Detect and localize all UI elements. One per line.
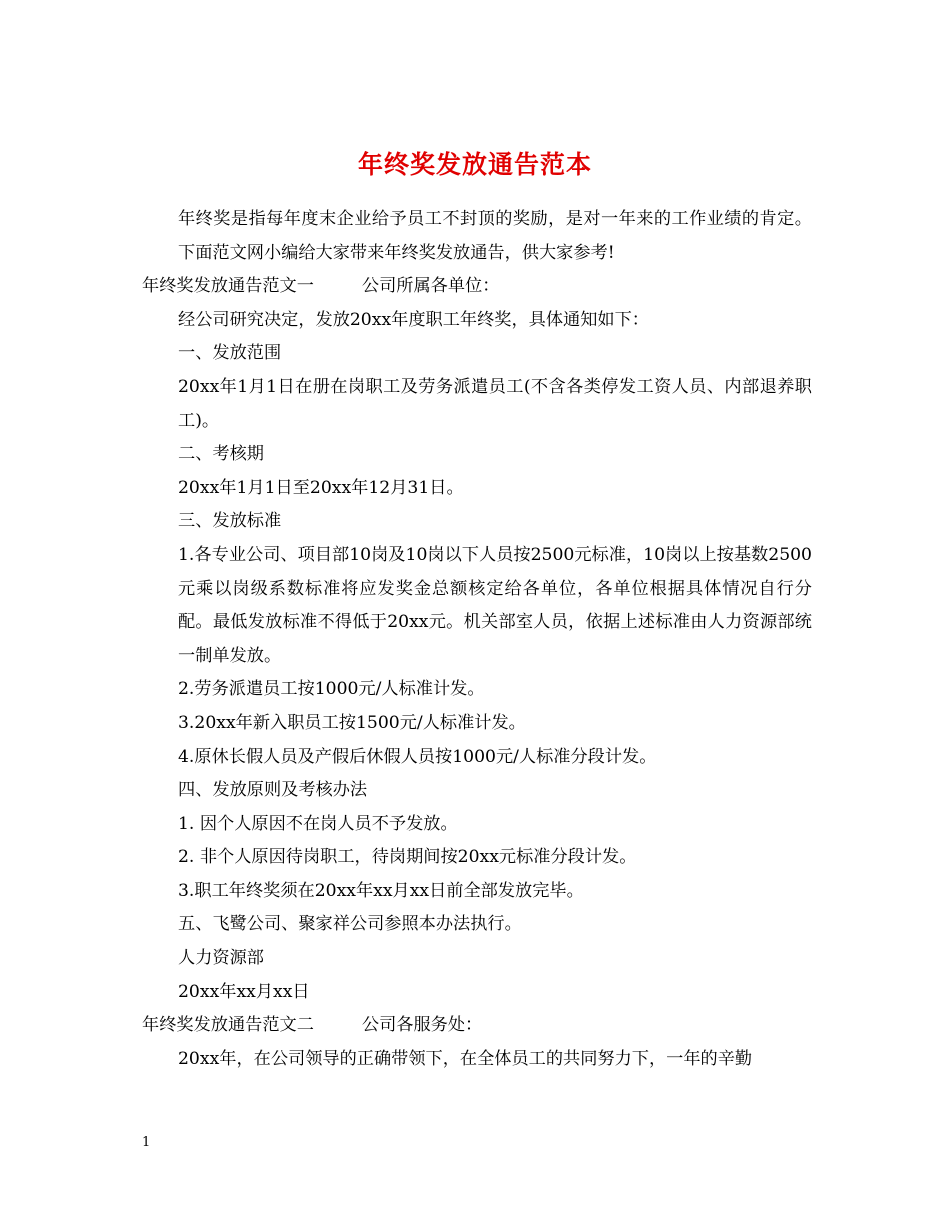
sample1-label: 年终奖发放通告范文一 (142, 276, 314, 297)
intro-paragraph: 年终奖是指每年度末企业给予员工不封顶的奖励，是对一年来的工作业绩的肯定。下面范文网小编给大家带来年终奖发放通告，供大家参考! (178, 209, 812, 263)
section3-heading: 三、发放标准 (178, 511, 282, 532)
sample1-header-line (142, 270, 812, 304)
section4-item2: 2. 非个人原因待岗职工，待岗期间按20xx元标准分段计发。 (178, 847, 637, 868)
section3-item3: 3.20xx年新入职员工按1500元/人标准计发。 (178, 712, 526, 733)
section1-heading: 一、发放范围 (178, 343, 282, 364)
section3-item1: 1.各专业公司、项目部10岗及10岗以下人员按2500元标准，10岗以上按基数2500元乘以岗级系数标准将应发奖金总额核定给各单位，各单位根据具体情况自行分配。最低发放标准不得低于20xx元。机关部室人员，依据上述标准由人力资源部统一制单发放。 (178, 544, 812, 666)
document-body (142, 203, 812, 1076)
decision-paragraph: 经公司研究决定，发放20xx年度职工年终奖，具体通知如下： (178, 309, 649, 330)
section4-item1: 1. 因个人原因不在岗人员不予发放。 (178, 813, 458, 834)
section2-heading: 二、考核期 (178, 444, 264, 465)
sample2-header-line (142, 1009, 812, 1043)
date: 20xx年xx月xx日 (178, 981, 310, 1002)
section1-text: 20xx年1月1日在册在岗职工及劳务派遣员工(不含各类停发工资人员、内部退养职工)。 (178, 376, 812, 431)
sample2-recipient: 公司各服务处： (361, 1015, 483, 1036)
section4-item3: 3.职工年终奖须在20xx年xx月xx日前全部发放完毕。 (178, 880, 584, 901)
section3-item2: 2.劳务派遣员工按1000元/人标准计发。 (178, 679, 485, 700)
section3-item4: 4.原休长假人员及产假后休假人员按1000元/人标准分段计发。 (178, 746, 657, 767)
sample1-recipient: 公司所属各单位： (361, 276, 500, 297)
document-title: 年终奖发放通告范本 (357, 149, 592, 179)
section4-heading: 四、发放原则及考核办法 (178, 780, 368, 801)
signature: 人力资源部 (178, 948, 264, 969)
sample2-label: 年终奖发放通告范文二 (142, 1015, 314, 1036)
section5-text: 五、飞鹭公司、聚家祥公司参照本办法执行。 (178, 914, 522, 935)
page-number: 1 (142, 1135, 151, 1150)
section2-text: 20xx年1月1日至20xx年12月31日。 (178, 477, 464, 498)
sample2-paragraph: 20xx年，在公司领导的正确带领下，在全体员工的共同努力下，一年的辛勤 (178, 1048, 753, 1069)
